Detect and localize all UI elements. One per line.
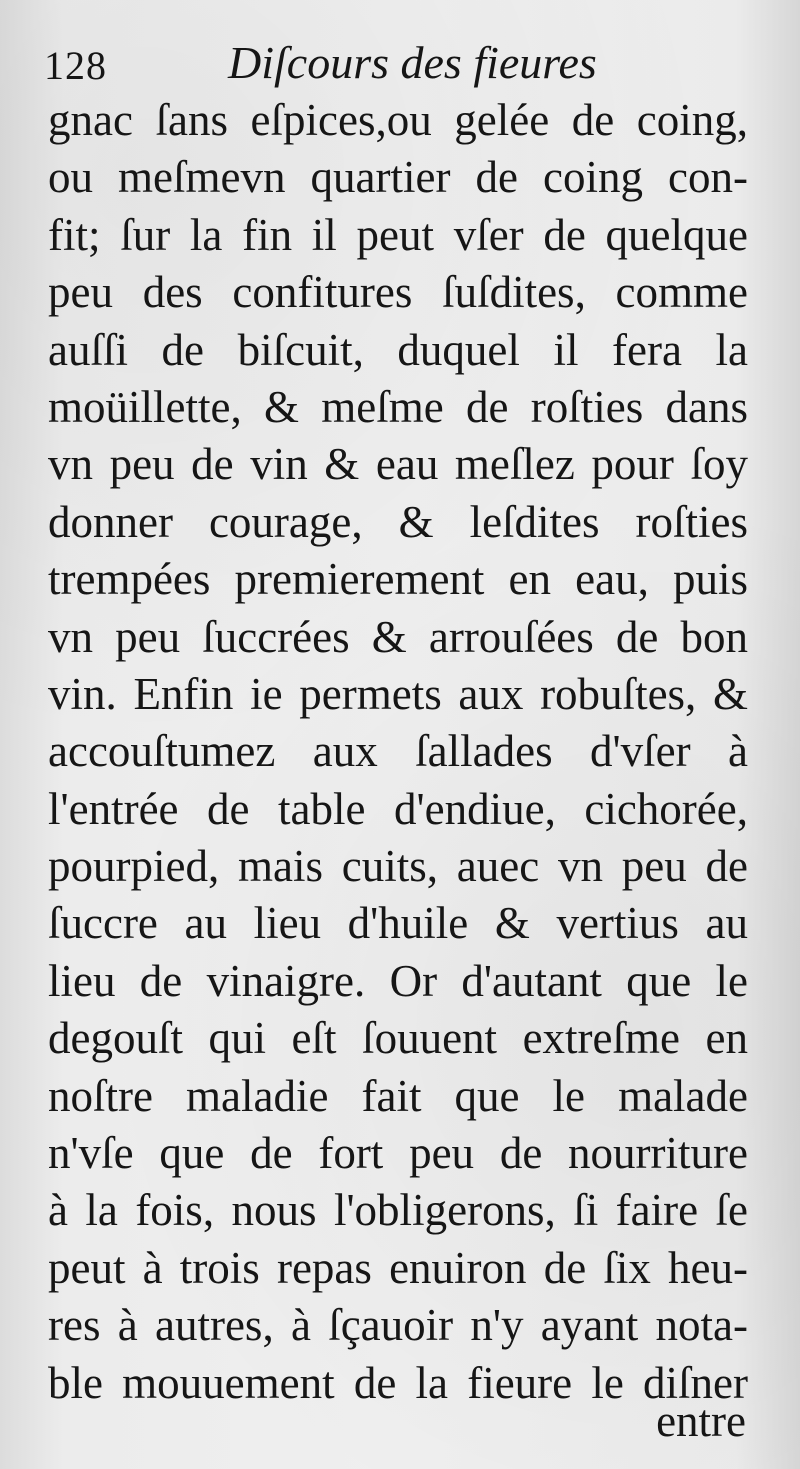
text-line: ſuccre au lieu d'huile & vertius au xyxy=(48,898,748,949)
running-title: Diſcours des fieures xyxy=(228,37,597,88)
text-line: peu des confitures ſuſdites, comme xyxy=(48,267,748,318)
text-line: donner courage, & leſdites roſties xyxy=(48,496,748,547)
text-line: gnac ſans eſpices,ou gelée de coing, xyxy=(48,95,748,145)
text-line: fit; ſur la fin il peut vſer de quelque xyxy=(48,209,748,260)
catchword: entre xyxy=(656,1396,746,1446)
text-line: accouſtumez aux ſallades d'vſer à xyxy=(48,726,748,777)
text-line: noſtre maladie fait que le malade xyxy=(48,1070,748,1121)
text-line: trempées premierement en eau, puis xyxy=(48,554,748,605)
text-line: ou meſmevn quartier de coing con- xyxy=(48,152,748,203)
text-line: lieu de vinaigre. Or d'autant que le xyxy=(48,955,748,1006)
body-text xyxy=(48,92,748,1412)
text-line: vn peu ſuccrées & arrouſées de bon xyxy=(48,611,748,662)
text-line: auſſi de biſcuit, duquel il fera la xyxy=(48,324,748,375)
text-line: l'entrée de table d'endiue, cichorée, xyxy=(48,783,748,834)
text-line: vn peu de vin & eau meſlez pour ſoy xyxy=(48,439,748,490)
text-line: n'vſe que de fort peu de nourriture xyxy=(48,1128,748,1179)
running-head xyxy=(0,30,800,100)
text-line: moüillette, & meſme de roſties dans xyxy=(48,381,748,432)
text-line: pourpied, mais cuits, auec vn peu de xyxy=(48,841,748,892)
text-line: à la fois, nous l'obligerons, ſi faire ſe xyxy=(48,1185,748,1236)
text-line: degouſt qui eſt ſouuent extreſme en xyxy=(48,1013,748,1064)
text-line: vin. Enfin ie permets aux robuſtes, & xyxy=(48,668,748,719)
text-line: ble mouuement de la fieure le diſner xyxy=(48,1357,748,1408)
text-line: peut à trois repas enuiron de ſix heu- xyxy=(48,1242,748,1293)
text-line: res à autres, à ſçauoir n'y ayant nota- xyxy=(48,1300,748,1351)
page-number: 128 xyxy=(44,43,107,88)
